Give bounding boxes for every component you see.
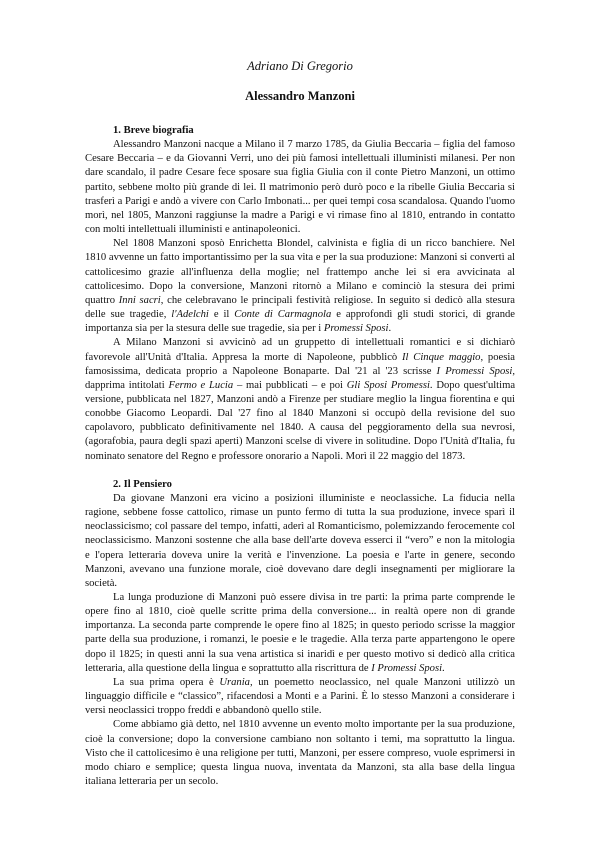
- text-run: , che celebravano le principali festività religiose. In seguito si dedicò alla stesura delle sue tragedie,: [85, 294, 516, 321]
- text-run: La lunga produzione di Manzoni può essere divisa in tre parti: la prima parte comprende le opere fino al 1810, cioè quelle scritte prima della conversione... in realtà opere non di grande importanza. La seconda parte comprende le opere fino al 1825; in questo periodo scrisse la maggior parte della sua produzione, i romanzi, le poesie e le tragedie. Alla terza parte appartengono le opere dopo il 1825; in questi anni la sua vena artistica si inaridì e per questo motivo si dedicò alla critica letteraria, alla questione della lingua e soprattutto alla riscrittura de: [85, 592, 515, 674]
- text-run: Alessandro Manzoni nacque a Milano il 7 marzo 1785, da Giulia Beccaria – figlia del famoso Cesare Beccaria – e da Giovanni Verri, uno dei più famosi intellettuali illuministi milanesi. Per non dare scandalo, il padre Cesare fece sposare sua figlia Giulia con il conte Pietro Manzoni, un ottimo partito, sebbene molto più grande di lei. Il matrimonio però durò poco e la ribelle Giulia Beccaria si trasferì a Parigi e andò a vivere con Carlo Imbonati... per quei tempi cosa scandalosa. Quando l'uomo morì, nel 1805, Manzoni raggiunse la madre a Parigi e vi rimase fino al 1810, entrando in contatto con molti intellettuali illuministi e antinapoleonici.: [85, 139, 515, 236]
- text-run: Da giovane Manzoni era vicino a posizioni illuministe e neoclassiche. La fiducia nella ragione, sebbene fosse cattolico, rimase un punto fermo di tutta la sua produzione, invece sparì il neoclassicismo; col passare del tempo, infatti, aderì al Romanticismo, polemizzando ferocemente col neoclassicismo. Manzoni sostenne che alla base dell'arte doveva esserci il “vero” e non la mitologia e l'opera letteraria doveva unire la verità e l'invenzione. La poesia e l'arte in genere, secondo Manzoni, avevano una funzione morale, cioè dovevano dare degli insegnamenti per migliorare la società.: [85, 492, 515, 589]
- paragraph: [85, 138, 515, 237]
- italic-title: I Promessi Sposi: [371, 662, 443, 674]
- paragraph: [85, 591, 515, 676]
- text-run: , dapprima intitolati: [85, 365, 515, 391]
- italic-title: l'Adelchi: [171, 309, 209, 321]
- italic-title: I Promessi Sposi: [436, 365, 513, 377]
- text-run: un poemetto neoclassico, nel quale Manzoni utilizzò un linguaggio difficile e “classico”, rifacendosi a Monti e a Parini. È lo stesso Manzoni a considerare i versi neoclassici troppo freddi e abbandonò quello stile.: [85, 676, 515, 717]
- italic-title: Urania,: [219, 676, 253, 688]
- italic-title: Il Cinque maggio: [402, 351, 481, 363]
- paragraph: [85, 336, 515, 463]
- text-run: e approfondì gli studi storici, di grande importanza sia per la stesura delle sue tragedie, sia per i: [85, 309, 516, 335]
- text-run: , poesia famosissima, dedicata proprio a Napoleone Bonaparte. Dal '21 al '23 scrisse: [85, 351, 515, 377]
- section-heading: 2. Il Pensiero: [113, 478, 172, 490]
- section-2: [85, 478, 515, 789]
- paragraph: [85, 237, 515, 336]
- text-run: e il: [208, 309, 235, 321]
- text-run: A Milano Manzoni si avvicinò ad un gruppetto di intellettuali romantici e si dichiarò favorevole all'Unità d'Italia. Appresa la morte di Napoleone, pubblicò: [85, 337, 515, 363]
- italic-title: Gli Sposi Promessi: [346, 379, 430, 391]
- document-title: Alessandro Manzoni: [245, 89, 355, 103]
- italic-title: Promessi Sposi: [323, 323, 389, 335]
- text-run: . Dopo quest'ultima versione, pubblicata nel 1827, Manzoni andò a Firenze per studiare meglio la lingua fiorentina e qui conobbe Giacomo Leopardi. Dal '27 fino al 1840 Manzoni si occupò della revisione del suo capolavoro, pubblicato definitivamente nel 1840. A causa del peggioramento della sua nevrosi, (agorafobia, paura degli spazi aperti) Manzoni scelse di vivere in solitudine. Dopo l'Unità d'Italia, fu nominato senatore del Regno e professore onorario a Napoli. Morì il 22 maggio del 1873.: [85, 379, 516, 462]
- paragraph: [85, 492, 515, 591]
- document-body: [85, 124, 515, 789]
- text-run: .: [388, 323, 392, 335]
- text-run: Nel 1808 Manzoni sposò Enrichetta Blondel, calvinista e figlia di un ricco banchiere. Nel 1810 avvenne un fatto importantissimo per la sua vita e per la sua produzione: Manzoni si convertì al cattolicesimo grazie all'influenza della moglie; nel frattempo anche lei si era avvicinata al cattolicesimo. Dopo la conversione, Manzoni ritornò a Milano e cominciò la stesura dei primi quattro: [85, 238, 515, 306]
- text-run: .: [442, 662, 445, 674]
- italic-title: Conte di Carmagnola: [234, 309, 332, 321]
- paragraph: [85, 676, 515, 718]
- section-1: [85, 124, 515, 464]
- paragraph: [85, 718, 515, 789]
- italic-title: Fermo e Lucia: [168, 379, 234, 391]
- text-run: Come abbiamo già detto, nel 1810 avvenne un evento molto importante per la sua produzione, cioè la conversione; dopo la conversione cambiano non soltanto i temi, ma soprattutto la lingua. Visto che il cattolicesimo è una religione per tutti, Manzoni, per essere compreso, vuole esprimersi in modo chiaro e semplice; questa lingua nuova, inventata da Manzoni, sta alla base della lingua italiana letteraria per un secolo.: [85, 719, 515, 788]
- text-run: – mai pubblicati – e poi: [233, 379, 347, 391]
- section-heading: 1. Breve biografia: [113, 125, 194, 136]
- text-run: La sua prima opera è: [113, 676, 220, 688]
- author-name: Adriano Di Gregorio: [247, 59, 353, 73]
- italic-title: Inni sacri: [118, 294, 161, 306]
